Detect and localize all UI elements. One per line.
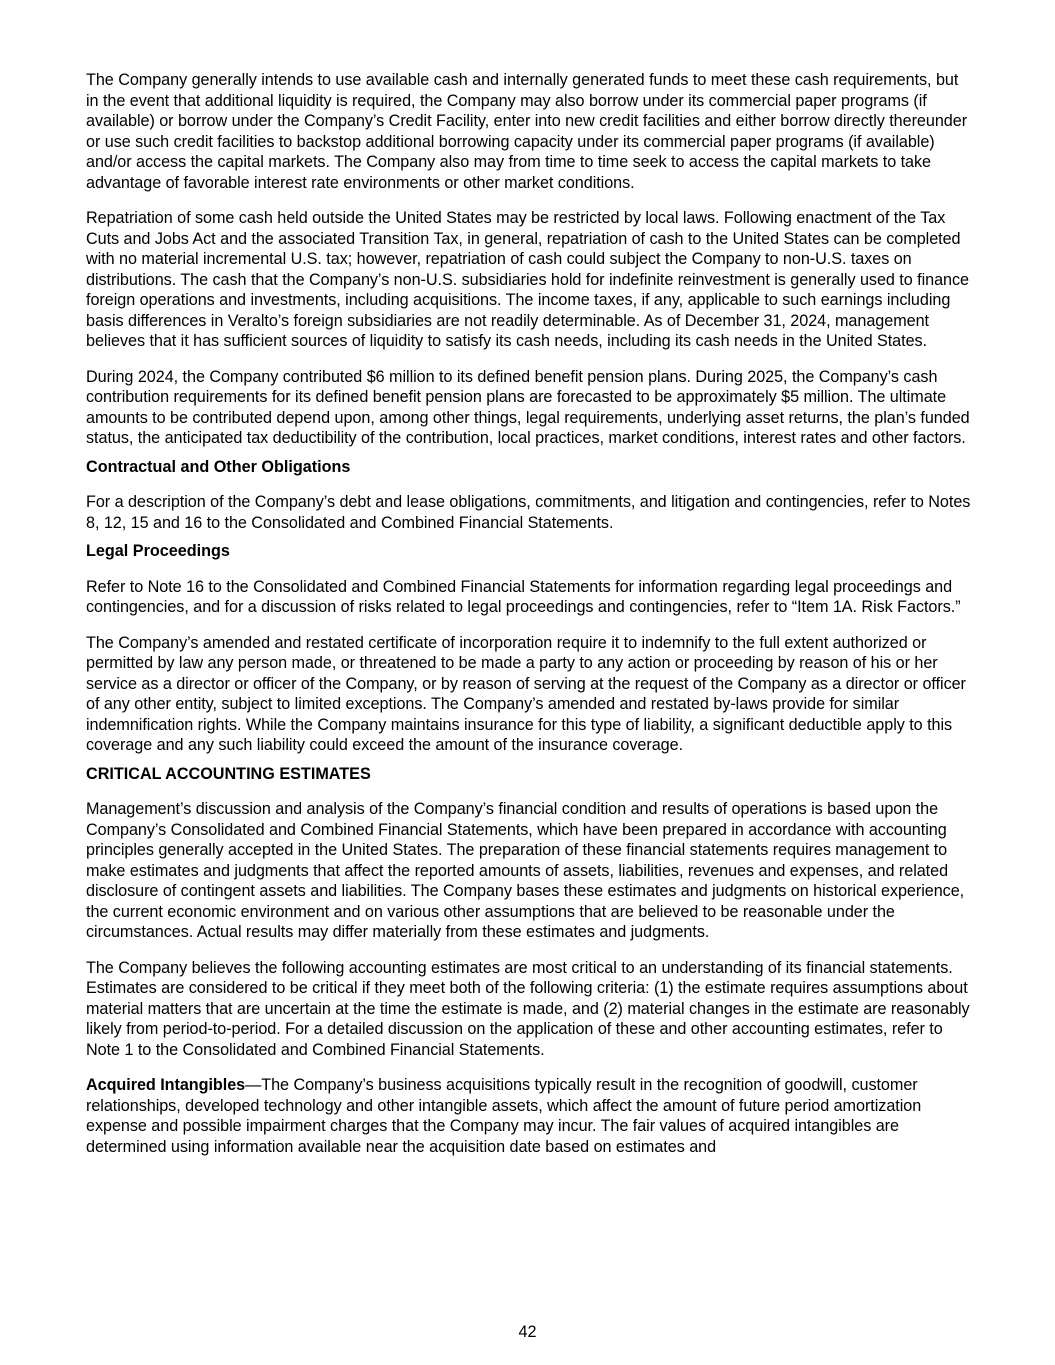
paragraph-acquired-intangibles [86,1075,974,1157]
document-page [86,70,974,1172]
paragraph-legal-reference: Refer to Note 16 to the Consolidated and Combined Financial Statements for information regarding legal proceedings and contingencies, and for a discussion of risks related to legal proceedings and contingencies, refer to “Item 1A. Risk Factors.” [86,577,961,616]
acquired-intangibles-body: —The Company’s business acquisitions typically result in the recognition of goodwill, customer relationships, developed technology and other intangible assets, which affect the amount of future period amortization expense and possible impairment charges that the Company may incur. The fair values of acquired intangibles are determined using information available near the acquisition date based on estimates and [86,1076,922,1156]
acquired-intangibles-lead: Acquired Intangibles [86,1076,246,1094]
paragraph-critical-estimates: The Company believes the following accounting estimates are most critical to an understanding of its financial statements. Estimates are considered to be critical if they meet both of the following criteria: (1) the estimate requires assumptions about material matters that are uncertain at the time the estimate is made, and (2) material changes in the estimate are reasonably likely from period-to-period. For a detailed discussion on the application of these and other accounting estimates, refer to Note 1 to the Consolidated and Combined Financial Statements. [86,958,970,1059]
heading-contractual-obligations: Contractual and Other Obligations [86,457,351,476]
paragraph-repatriation: Repatriation of some cash held outside the United States may be restricted by local laws. Following enactment of the Tax Cuts and Jobs Act and the associated Transition Tax, in general, repatriation of cash to the United States can be completed with no material incremental U.S. tax; however, repatriation of cash could subject the Company to non-U.S. taxes on distributions. The cash that the Company’s non-U.S. subsidiaries hold for indefinite reinvestment is generally used to finance foreign operations and investments, including acquisitions. The income taxes, if any, applicable to such earnings including basis differences in Veralto’s foreign subsidiaries are not readily determinable. As of December 31, 2024, management believes that it has sufficient sources of liquidity to satisfy its cash needs, including its cash needs in the United States. [86,209,970,350]
paragraph-pension: During 2024, the Company contributed $6 million to its defined benefit pension plans. During 2025, the Company’s cash contribution requirements for its defined benefit pension plans are forecasted to be approximately $5 million. The ultimate amounts to be contributed depend upon, among other things, legal requirements, underlying asset returns, the plan’s funded status, the anticipated tax deductibility of the contribution, local practices, market conditions, interest rates and other factors. [86,367,970,447]
paragraph-liquidity-sources: The Company generally intends to use available cash and internally generated funds to meet these cash requirements, but in the event that additional liquidity is required, the Company may also borrow under its commercial paper programs (if available) or borrow under the Company’s Credit Facility, enter into new credit facilities and either borrow directly thereunder or use such credit facilities to backstop additional borrowing capacity under its commercial paper programs (if available) and/or access the capital markets. The Company also may from time to time seek to access the capital markets to take advantage of favorable interest rate environments or other market conditions. [86,71,968,192]
heading-legal-proceedings: Legal Proceedings [86,542,230,560]
paragraph-indemnification: The Company’s amended and restated certificate of incorporation require it to indemnify to the full extent authorized or permitted by law any person made, or threatened to be made a party to any action or proceeding by reason of his or her service as a director or officer of the Company, or by reason of serving at the request of the Company as a director or officer of any other entity, subject to limited exceptions. The Company’s amended and restated by-laws provide for similar indemnification rights. While the Company maintains insurance for this type of liability, a significant deductible apply to this coverage and any such liability could exceed the amount of the insurance coverage. [86,633,966,754]
paragraph-contractual: For a description of the Company’s debt and lease obligations, commitments, and litigation and contingencies, refer to Notes 8, 12, 15 and 16 to the Consolidated and Combined Financial Statements. [86,493,971,532]
page-number: 42 [518,1323,537,1341]
heading-critical-accounting-estimates: CRITICAL ACCOUNTING ESTIMATES [86,764,371,783]
paragraph-mdna: Management’s discussion and analysis of the Company’s financial condition and results of operations is based upon the Company’s Consolidated and Combined Financial Statements, which have been prepared in accordance with accounting principles generally accepted in the United States. The preparation of these financial statements requires management to make estimates and judgments that affect the reported amounts of assets, liabilities, revenues and expenses, and related disclosure of contingent assets and liabilities. The Company bases these estimates and judgments on historical experience, the current economic environment and on various other assumptions that are believed to be reasonable under the circumstances. Actual results may differ materially from these estimates and judgments. [86,800,965,941]
